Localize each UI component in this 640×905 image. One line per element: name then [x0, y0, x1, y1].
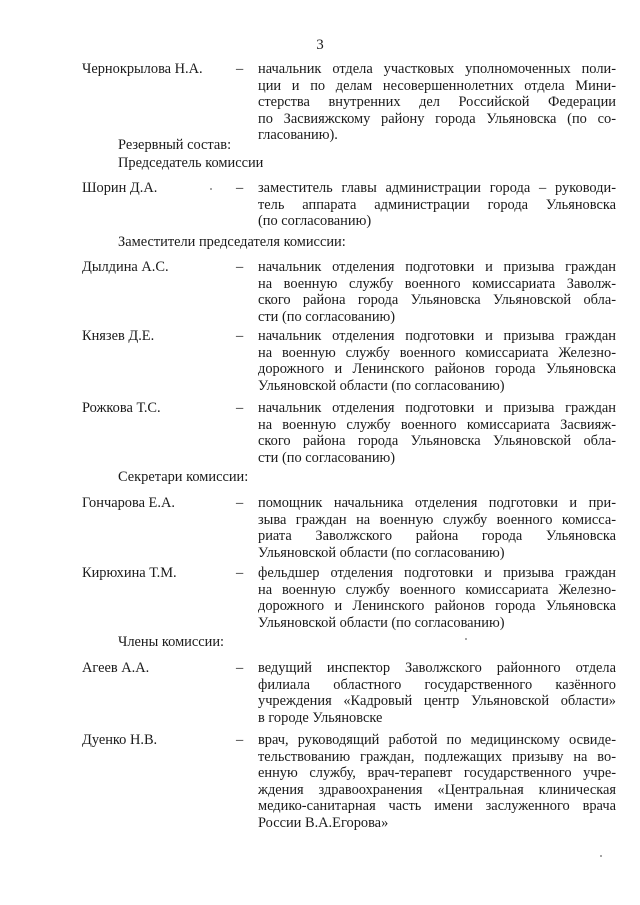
position-line: на военную службу военного комиссариата Железно- [258, 344, 616, 361]
position-line: на военную службу военного комиссариата Засвияж- [258, 416, 616, 433]
position-line: енную службу, врач-терапевт государственного учре- [258, 765, 616, 782]
member-position [258, 400, 616, 466]
member-name: Гончарова Е.А. [82, 495, 175, 511]
member-position [258, 565, 616, 631]
member-position [258, 660, 616, 726]
member-position [258, 328, 616, 394]
position-line: гласованию). [258, 127, 338, 144]
position-line: сти (по согласованию) [258, 308, 396, 325]
member-name: Дуенко Н.В. [82, 732, 158, 748]
scan-speck [210, 188, 212, 190]
separator-dash: – [236, 660, 244, 676]
scan-speck [600, 855, 602, 857]
member-name: Шорин Д.А. [82, 180, 158, 196]
separator-dash: – [236, 732, 244, 748]
position-line: России В.А.Егорова» [258, 814, 389, 831]
position-line: заместитель главы администрации города – руководи- [258, 180, 616, 196]
position-line: на военную службу военного комиссариата Заволж- [258, 275, 616, 292]
member-name: Дылдина А.С. [82, 259, 169, 275]
separator-dash: – [236, 565, 244, 581]
separator-dash: – [236, 495, 244, 511]
position-line: помощник начальника отделения подготовки и при- [258, 495, 616, 511]
member-name: Кирюхина Т.М. [82, 565, 177, 581]
position-line: Ульяновской области (по согласованию) [258, 544, 505, 561]
position-line: врач, руководящий работой по медицинскому освиде- [258, 732, 616, 748]
member-name: Чернокрылова Н.А. [82, 61, 203, 77]
position-line: филиала областного государственного казённого [258, 676, 616, 693]
section-heading-chairman: Председатель комиссии [118, 155, 264, 171]
position-line: риата Заволжского района города Ульяновска [258, 528, 616, 545]
position-line: сти (по согласованию) [258, 449, 396, 466]
position-line: Ульяновской области (по согласованию) [258, 377, 505, 394]
position-line: дорожного и Ленинского районов города Ульяновска [258, 361, 616, 378]
position-line: Ульяновской области (по согласованию) [258, 614, 505, 631]
position-line: дорожного и Ленинского районов города Ульяновска [258, 598, 616, 615]
position-line: ведущий инспектор Заволжского районного отдела [258, 660, 616, 676]
member-name: Князев Д.Е. [82, 328, 155, 344]
position-line: ции и по делам несовершеннолетних отдела Мини- [258, 77, 616, 94]
section-heading-deputies: Заместители председателя комиссии: [118, 234, 346, 250]
member-name: Агеев А.А. [82, 660, 150, 676]
scan-speck [465, 638, 467, 640]
position-line: стерства внутренних дел Российской Федерации [258, 94, 616, 111]
member-position [258, 495, 616, 561]
page-number: 3 [316, 37, 324, 53]
position-line: начальник отдела участковых уполномоченных поли- [258, 61, 616, 77]
member-name: Рожкова Т.С. [82, 400, 161, 416]
separator-dash: – [236, 328, 244, 344]
member-position [258, 180, 616, 230]
position-line: медико-санитарная часть имени заслуженного врача [258, 798, 616, 815]
position-line: на военную службу военного комиссариата Железно- [258, 581, 616, 598]
position-line: тельствованию граждан, подлежащих призыву на во- [258, 748, 616, 765]
section-heading-members: Члены комиссии: [118, 634, 225, 650]
position-line: зыва граждан на военную службу военного комисса- [258, 511, 616, 528]
position-line: в городе Ульяновске [258, 709, 383, 726]
section-heading-secretaries: Секретари комиссии: [118, 469, 249, 485]
separator-dash: – [236, 180, 244, 196]
position-line: (по согласованию) [258, 213, 372, 230]
position-line: ского района города Ульяновска Ульяновской обла- [258, 292, 616, 309]
position-line: учреждения «Кадровый центр Ульяновской области» [258, 693, 616, 710]
position-line: тель аппарата администрации города Ульяновска [258, 196, 616, 213]
position-line: начальник отделения подготовки и призыва граждан [258, 400, 616, 416]
separator-dash: – [236, 259, 244, 275]
member-position [258, 61, 616, 144]
position-line: начальник отделения подготовки и призыва граждан [258, 328, 616, 344]
separator-dash: – [236, 400, 244, 416]
position-line: ждения здравоохранения «Центральная клиническая [258, 781, 616, 798]
position-line: начальник отделения подготовки и призыва граждан [258, 259, 616, 275]
position-line: по Засвияжскому району города Ульяновска (по со- [258, 110, 616, 127]
member-position [258, 259, 616, 325]
section-heading-reserve: Резервный состав: [118, 137, 232, 153]
position-line: фельдшер отделения подготовки и призыва граждан [258, 565, 616, 581]
member-position [258, 732, 616, 832]
position-line: ского района города Ульяновска Ульяновской обла- [258, 433, 616, 450]
separator-dash: – [236, 61, 244, 77]
